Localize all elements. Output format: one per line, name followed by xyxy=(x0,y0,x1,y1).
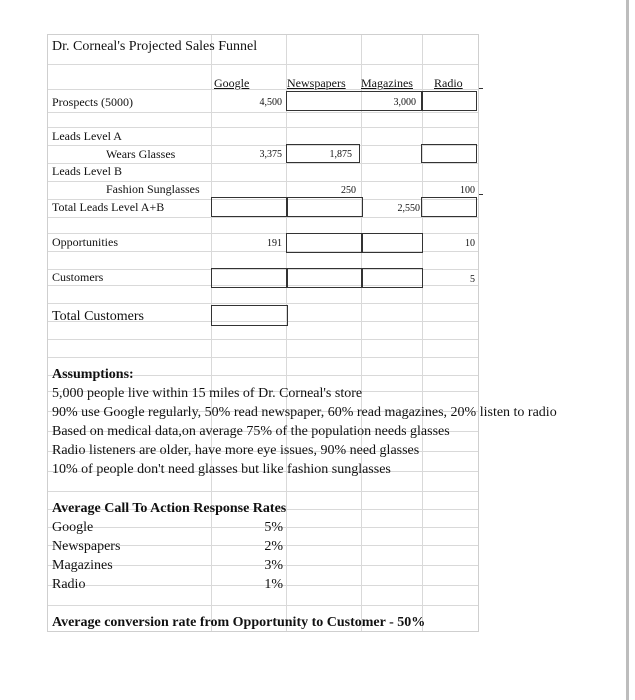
assumption-line: 10% of people don't need glasses but like fashion sunglasses xyxy=(52,462,391,477)
prospects-google-value: 4,500 xyxy=(259,97,282,108)
response-rate-value: 2% xyxy=(264,539,283,554)
row-label-opportunities: Opportunities xyxy=(52,235,118,249)
response-rate-channel: Google xyxy=(52,520,94,535)
input-box-prospects-news-mag xyxy=(286,91,423,111)
row-label-customers: Customers xyxy=(52,270,104,284)
page-edge xyxy=(626,0,629,700)
row-label-leads-a: Leads Level A xyxy=(52,129,122,143)
column-header-radio: Radio xyxy=(434,76,463,90)
cell-marker xyxy=(479,88,483,89)
assumption-line: 5,000 people live within 15 miles of Dr. Corneal's store xyxy=(52,386,363,401)
conversion-rate-note: Average conversion rate from Opportunity to Customer - 50% xyxy=(52,615,426,630)
leads-a-newspapers-value: 1,875 xyxy=(329,149,352,160)
input-box-opportunities-newspapers xyxy=(286,233,363,253)
column-header-google: Google xyxy=(214,76,250,90)
column-header-newspapers: Newspapers xyxy=(287,76,346,90)
input-box-total-leads-radio xyxy=(421,197,477,217)
leads-b-newspapers-value: 250 xyxy=(341,185,356,196)
column-header-magazines: Magazines xyxy=(361,76,413,90)
input-box-leads-a-radio xyxy=(421,144,477,163)
opportunities-google-value: 191 xyxy=(267,238,282,249)
row-sublabel-wears-glasses: Wears Glasses xyxy=(106,147,176,161)
input-box-customers-google xyxy=(211,268,288,288)
input-box-total-leads-newspapers xyxy=(286,197,363,217)
row-label-prospects: Prospects (5000) xyxy=(52,95,133,109)
row-sublabel-fashion-sunglasses: Fashion Sunglasses xyxy=(106,182,200,196)
input-box-total-customers xyxy=(211,305,288,326)
input-box-customers-newspapers xyxy=(286,268,363,288)
sheet-title: Dr. Corneal's Projected Sales Funnel xyxy=(52,39,258,54)
assumption-line: 90% use Google regularly, 50% read newspaper, 60% read magazines, 20% listen to radio xyxy=(52,405,557,420)
response-rate-channel: Newspapers xyxy=(52,539,121,554)
leads-b-radio-value: 100 xyxy=(460,185,475,196)
leads-a-google-value: 3,375 xyxy=(259,149,282,160)
row-label-leads-b: Leads Level B xyxy=(52,164,122,178)
row-label-total-leads: Total Leads Level A+B xyxy=(52,200,165,214)
input-box-total-leads-google xyxy=(211,197,288,217)
cell-marker xyxy=(479,194,483,195)
input-box-customers-magazines xyxy=(361,268,423,288)
assumption-line: Radio listeners are older, have more eye issues, 90% need glasses xyxy=(52,443,420,458)
customers-radio-value: 5 xyxy=(470,274,475,285)
response-rate-channel: Radio xyxy=(52,577,86,592)
input-box-opportunities-magazines xyxy=(361,233,423,253)
row-label-total-customers: Total Customers xyxy=(52,309,144,324)
assumption-line: Based on medical data,on average 75% of the population needs glasses xyxy=(52,424,450,439)
response-rate-value: 5% xyxy=(264,520,283,535)
response-rate-channel: Magazines xyxy=(52,558,113,573)
assumptions-heading: Assumptions: xyxy=(52,367,134,382)
response-rate-value: 3% xyxy=(264,558,283,573)
response-rates-heading: Average Call To Action Response Rates xyxy=(52,501,287,516)
response-rate-value: 1% xyxy=(264,577,283,592)
input-box-prospects-radio xyxy=(421,91,477,111)
prospects-magazines-value: 3,000 xyxy=(393,97,416,108)
opportunities-radio-value: 10 xyxy=(465,238,475,249)
total-leads-magazines-value: 2,550 xyxy=(397,203,420,214)
